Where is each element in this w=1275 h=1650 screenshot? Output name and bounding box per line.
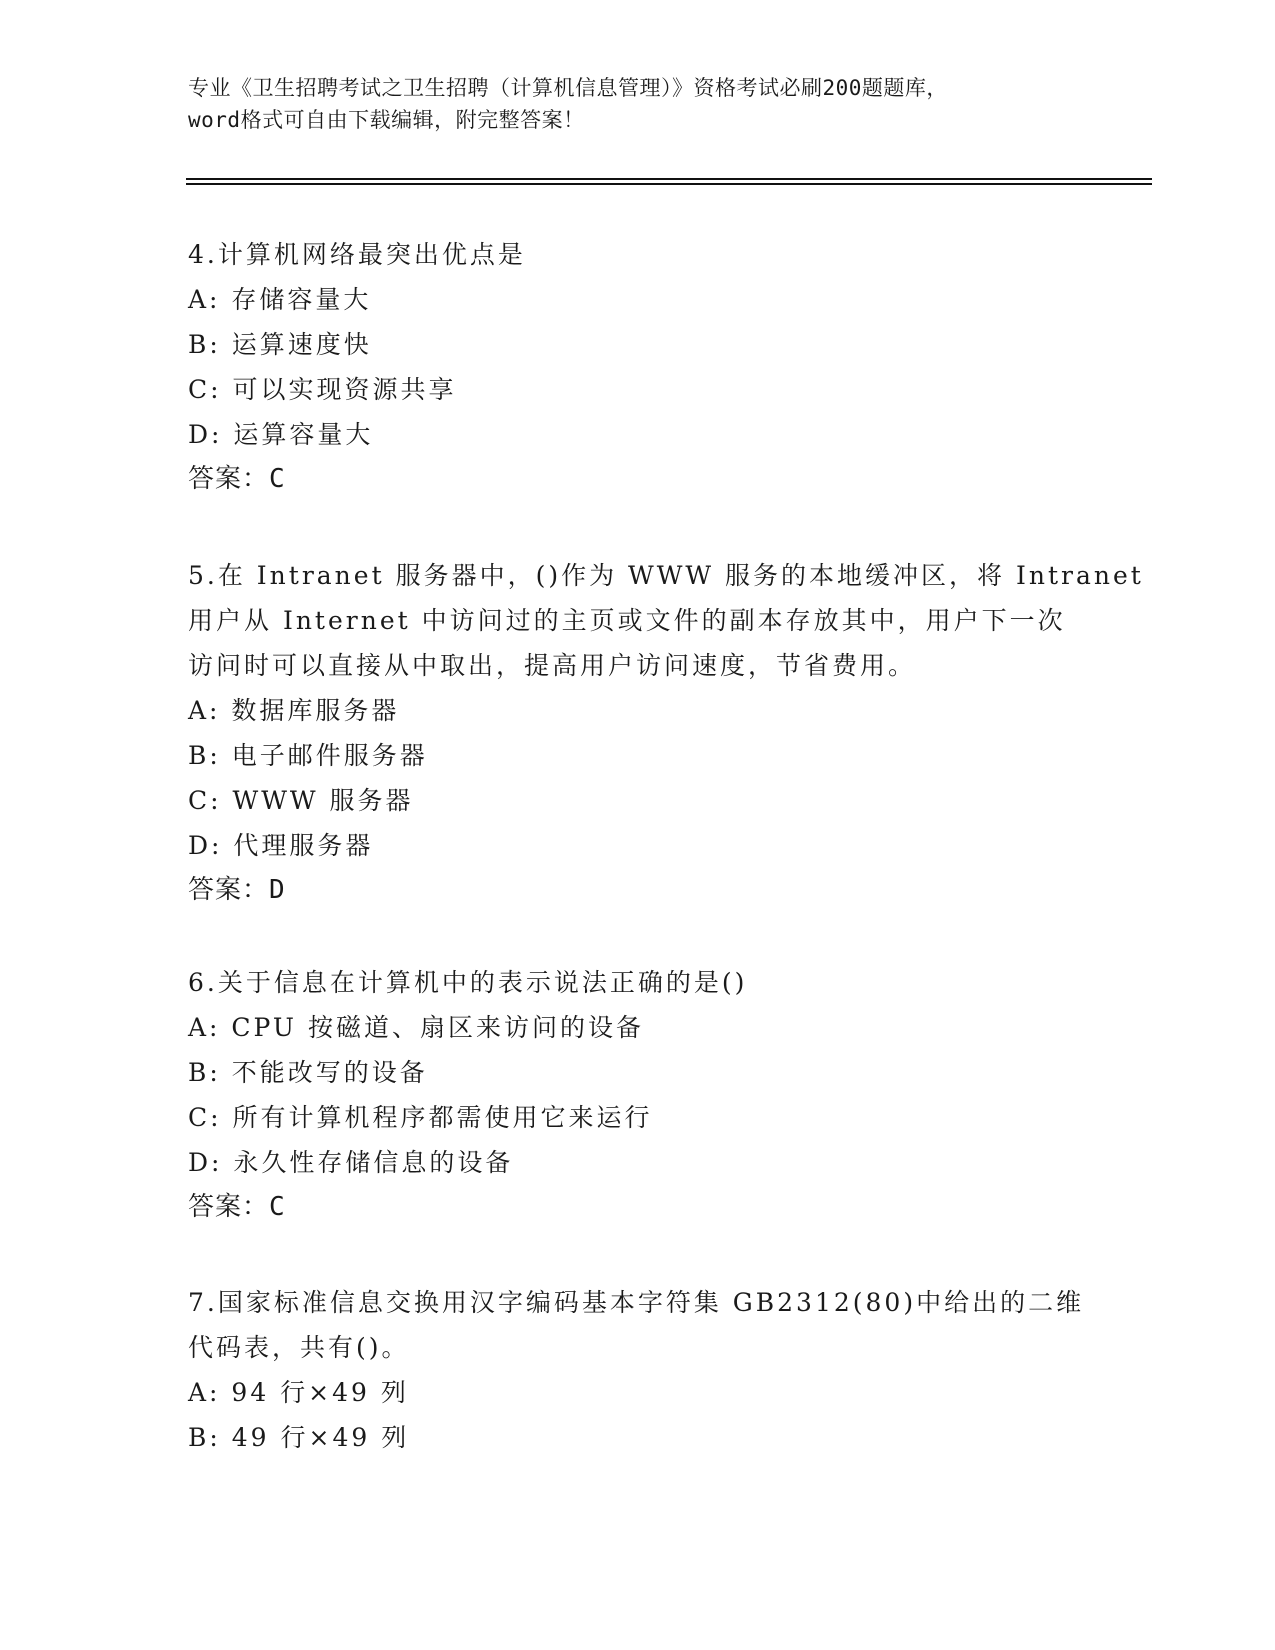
option-a: A: CPU 按磁道、扇区来访问的设备 (188, 1013, 644, 1042)
header-divider-bottom (186, 183, 1152, 185)
question-stem: 4.计算机网络最突出优点是 (188, 240, 526, 269)
option-b: B: 运算速度快 (188, 330, 372, 359)
answer-line: 答案：D (188, 875, 286, 905)
answer-line: 答案：C (188, 1192, 286, 1222)
option-d: D: 代理服务器 (188, 831, 374, 860)
header-title-line-2: word格式可自由下载编辑，附完整答案！ (188, 108, 585, 132)
answer-line: 答案：C (188, 464, 286, 494)
question-stem-line-2: 代码表，共有()。 (188, 1333, 410, 1362)
option-d: D: 永久性存储信息的设备 (188, 1148, 514, 1177)
header-divider-top (186, 178, 1152, 180)
question-stem-line-3: 访问时可以直接从中取出，提高用户访问速度，节省费用。 (188, 651, 917, 680)
question-4 (188, 232, 1088, 502)
option-a: A: 94 行×49 列 (188, 1378, 409, 1407)
option-c: C: 可以实现资源共享 (188, 375, 457, 404)
question-stem-line-1: 5.在 Intranet 服务器中，()作为 WWW 服务的本地缓冲区，将 Intranet (188, 561, 1144, 590)
question-stem-line-1: 7.国家标准信息交换用汉字编码基本字符集 GB2312(80)中给出的二维 (188, 1288, 1085, 1317)
header-title-line-1: 专业《卫生招聘考试之卫生招聘（计算机信息管理）》资格考试必刷200题题库， (188, 76, 948, 100)
option-b: B: 49 行×49 列 (188, 1423, 410, 1452)
question-7 (188, 1280, 1088, 1460)
option-b: B: 不能改写的设备 (188, 1058, 428, 1087)
question-6 (188, 960, 1088, 1230)
option-c: C: WWW 服务器 (188, 786, 414, 815)
question-5 (188, 553, 1144, 913)
option-a: A: 存储容量大 (188, 285, 372, 314)
question-stem: 6.关于信息在计算机中的表示说法正确的是() (188, 968, 748, 997)
question-stem-line-2: 用户从 Internet 中访问过的主页或文件的副本存放其中，用户下一次 (188, 606, 1066, 635)
option-d: D: 运算容量大 (188, 420, 374, 449)
document-header (188, 72, 1088, 136)
option-a: A: 数据库服务器 (188, 696, 400, 725)
option-c: C: 所有计算机程序都需使用它来运行 (188, 1103, 653, 1132)
option-b: B: 电子邮件服务器 (188, 741, 428, 770)
